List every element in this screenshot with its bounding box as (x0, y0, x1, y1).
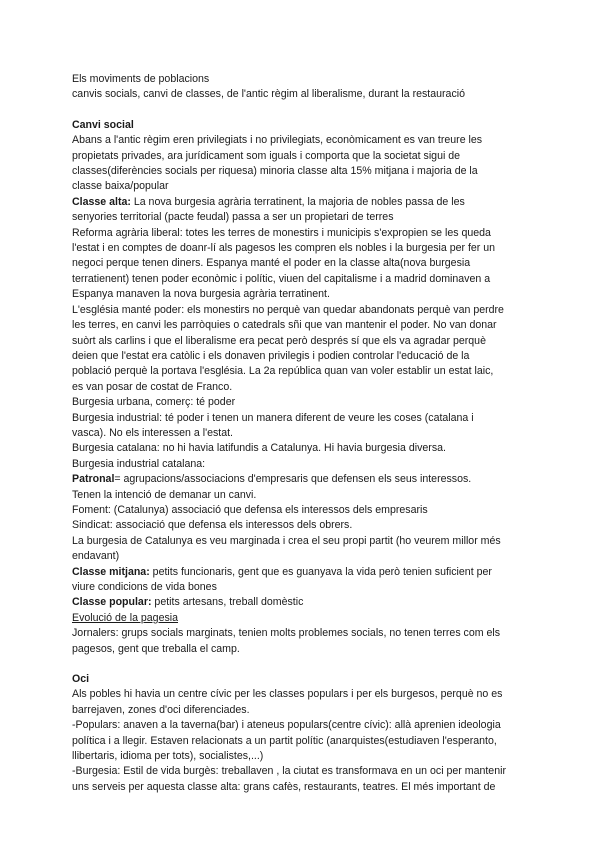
paragraph-line: Burgesia industrial catalana: (72, 457, 206, 470)
paragraph-line: La burgesia de Catalunya es veu marginada i crea el seu propi partit (ho veurem millor més (72, 534, 501, 547)
patronal-label: Patronal (72, 473, 115, 486)
paragraph-line: terratienent) tenen poder econòmic i polític, viuen del capitalisme i a madrid dominaven a (72, 272, 491, 285)
paragraph-line: es van posar de costat de Franco. (72, 380, 233, 393)
classe-mitjana-line (72, 565, 532, 580)
classe-popular-text: petits artesans, treball domèstic (151, 596, 304, 609)
classe-popular-line (72, 595, 532, 610)
classe-mitjana-label: Classe mitjana: (72, 565, 150, 578)
paragraph-line: classes(diferències socials per riquesa) minoria classe alta 15% mitjana i majoria de la (72, 165, 478, 178)
paragraph-line: Abans a l'antic règim eren privilegiats i no privilegiats, econòmicament es van treure les (72, 134, 483, 147)
paragraph-line: classe baixa/popular (72, 180, 169, 193)
paragraph-line: política i a llegir. Estaven relacionats a un partit polític (anarquistes(estudiaven l'esperanto, (72, 734, 497, 747)
paragraph-line: Burgesia industrial: té poder i tenen un manera diferent de veure les coses (catalana i (72, 411, 474, 424)
paragraph-line: Sindicat: associació que defensa els interessos dels obrers. (72, 519, 353, 532)
paragraph-line: negoci perque tenen diners. Espanya manté el poder en la classe alta(nova burgesia (72, 257, 471, 270)
paragraph-line: Burgesia catalana: no hi havia latifundis a Catalunya. Hi havia burgesia diversa. (72, 442, 446, 455)
paragraph-line: llibertaris, idioma per tots), socialistes,...) (72, 750, 264, 763)
paragraph-line: vasca). No els interessen a l'estat. (72, 426, 234, 439)
paragraph-line: senyories territorial (pacte feudal) passa a ser un propietari de terres (72, 211, 394, 224)
classe-alta-text: La nova burgesia agrària terratinent, la majoria de nobles passa de les (130, 195, 465, 208)
paragraph-line: població perquè la portava l'església. La 2a república quan van voler establir un estat laic, (72, 365, 494, 378)
paragraph-line: propietats privades, ara jurídicament som iguals i comporta que la societat sigui de (72, 149, 461, 162)
paragraph-line: -Populars: anaven a la taverna(bar) i ateneus populars(centre cívic): allà aprenien ideologia (72, 719, 501, 732)
spacer (72, 103, 532, 118)
paragraph-line: Burgesia urbana, comerç: té poder (72, 396, 236, 409)
section-heading-oci: Oci (72, 673, 90, 686)
paragraph-line: deien que l'estat era catòlic i els donaven privilegis i podien controlar l'educació de la (72, 349, 470, 362)
paragraph-line: barrejaven, zones d'oci diferenciades. (72, 703, 250, 716)
paragraph-line: Espanya manaven la nova burgesia agrària terratinent. (72, 288, 330, 301)
paragraph-line: Foment: (Catalunya) associació que defensa els interessos dels empresaris (72, 503, 428, 516)
classe-mitjana-text: petits funcionaris, gent que es guanyava la vida però tenien suficient per (149, 565, 492, 578)
section-heading-canvi-social: Canvi social (72, 118, 134, 131)
paragraph-line: l'estat i en comptes de doanr-lí als pagesos les compren els nobles i la burgesia per fer un (72, 242, 496, 255)
paragraph-line: pagesos, gent que treballa el camp. (72, 642, 240, 655)
patronal-line (72, 472, 532, 487)
paragraph-line: L'església manté poder: els monestirs no perquè van quedar abandonats perquè van perdre (72, 303, 504, 316)
classe-alta-line (72, 195, 532, 210)
paragraph-line: Tenen la intenció de demanar un canvi. (72, 488, 257, 501)
subheading-evolucio-pagesia: Evolució de la pagesia (72, 611, 179, 624)
spacer (72, 657, 532, 672)
paragraph-line: viure condicions de vida bones (72, 581, 217, 593)
classe-popular-label: Classe popular: (72, 596, 152, 609)
paragraph-line: Als pobles hi havia un centre cívic per les classes populars i per els burgesos, perquè no es (72, 688, 503, 701)
paragraph-line: endavant) (72, 550, 120, 563)
paragraph-line: les terres, en canvi les parròquies o catedrals sñi que van mantenir el poder. No van donar (72, 319, 497, 332)
subtitle-line: canvis socials, canvi de classes, de l'antic règim al liberalisme, durant la restauració (72, 88, 465, 101)
patronal-text: = agrupacions/associacions d'empresaris que defensen els seus interessos. (114, 473, 472, 486)
paragraph-line: Jornalers: grups socials marginats, tenien molts problemes socials, no tenen terres com els (72, 627, 501, 640)
paragraph-line: suòrt als carlins i que el liberalisme era pecat però després sí que els va agradar perquè (72, 334, 486, 347)
paragraph-line: uns serveis per aquesta classe alta: grans cafès, restaurants, teatres. El més important de (72, 780, 496, 793)
document-body (72, 72, 532, 795)
classe-alta-label: Classe alta: (72, 195, 131, 208)
paragraph-line: Reforma agrària liberal: totes les terres de monestirs i municipis s'expropien se les queda (72, 226, 491, 239)
title-line: Els moviments de poblacions (72, 73, 210, 85)
paragraph-line: -Burgesia: Estil de vida burgès: treballaven , la ciutat es transformava en un oci per mantenir (72, 765, 506, 778)
